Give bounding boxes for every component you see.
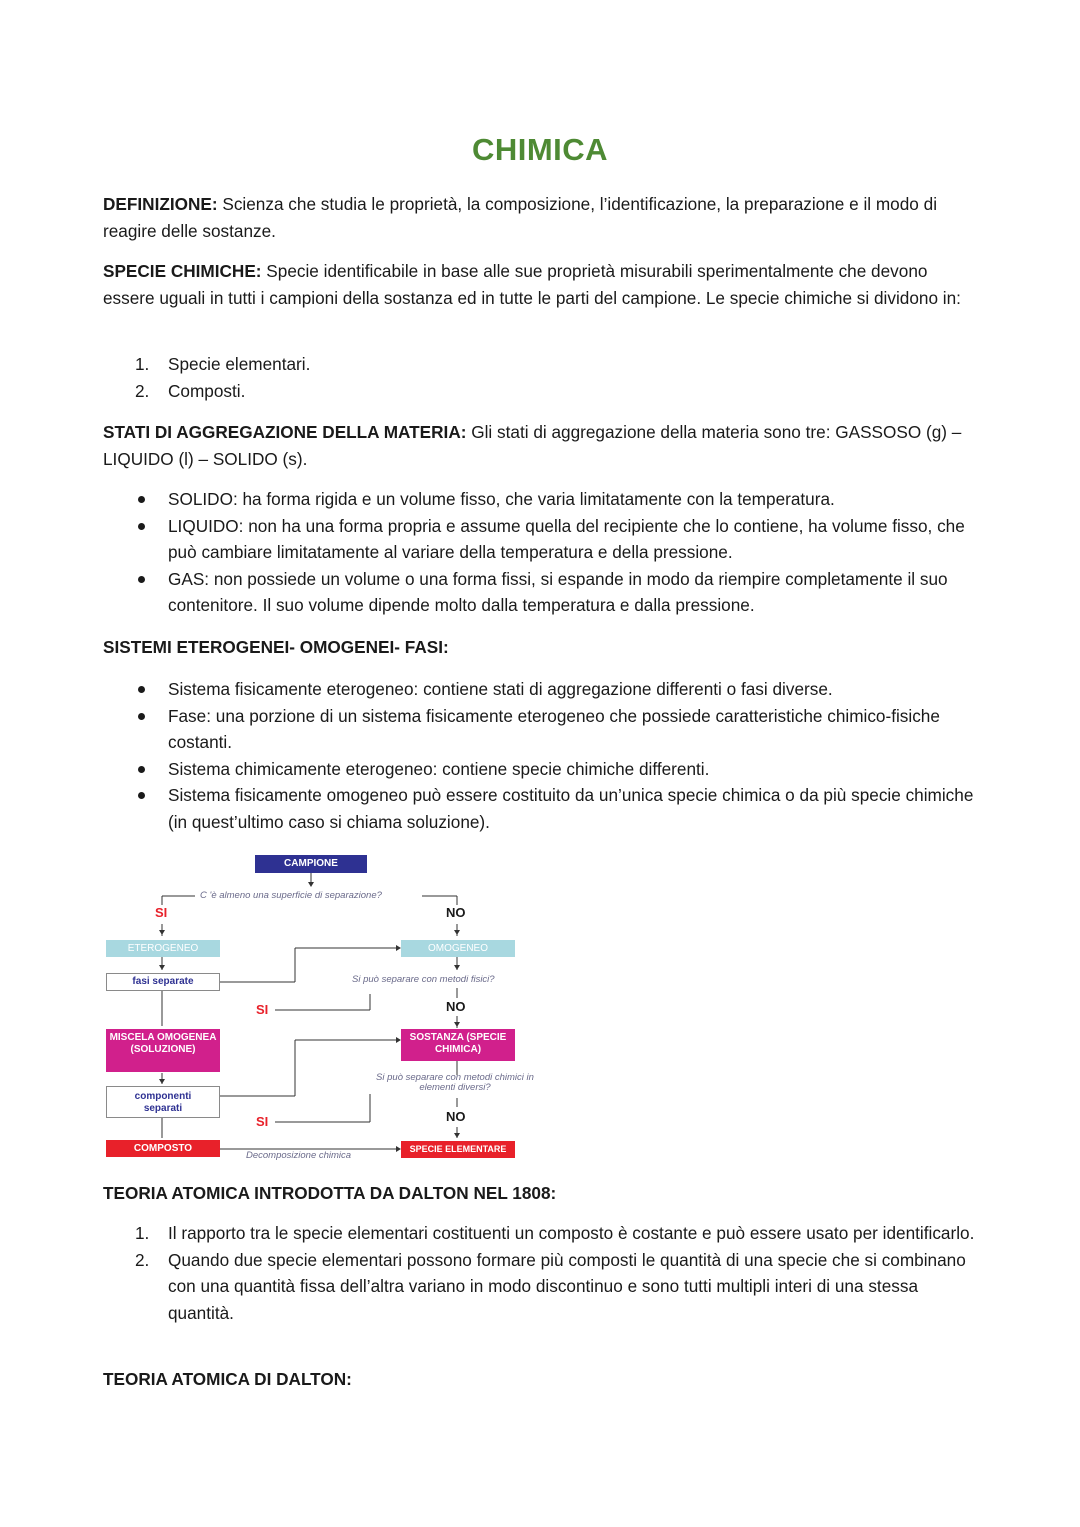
list-item xyxy=(103,1220,983,1247)
list-item-text: LIQUIDO: non ha una forma propria e assume quella del recipiente che lo contiene, ha volume fisso, che può cambiare limitatamente al variare della temperatura e della pressione. xyxy=(168,515,965,562)
sostanza-box: SOSTANZA (SPECIE CHIMICA) xyxy=(401,1029,515,1061)
composto-box: COMPOSTO xyxy=(106,1140,220,1157)
list-item-text: Sistema chimicamente eterogeneo: contiene specie chimiche differenti. xyxy=(168,758,710,779)
specie-text: Specie identificabile in base alle sue proprietà misurabili sperimentalmente che devono essere uguali in tutti i campioni della sostanza ed in tutte le parti del campione. Le specie chimiche si dividono in: xyxy=(103,261,961,308)
sistemi-label: SISTEMI ETEROGENEI- OMOGENEI- FASI: xyxy=(103,637,449,657)
list-item-text: Sistema fisicamente eterogeneo: contiene stati di aggregazione differenti o fasi diverse. xyxy=(168,679,833,699)
question-surface-label: C 'è almeno una superficie di separazione? xyxy=(200,890,382,901)
list-item-text: GAS: non possiede un volume o una forma fissi, si espande in modo da riempire completamente il suo contenitore. Il suo volume dipende molto dalla temperatura e dalla pressione. xyxy=(168,568,948,615)
campione-box: CAMPIONE xyxy=(255,855,367,873)
no-label: NO xyxy=(446,999,466,1014)
list-item-text: Fase: una porzione di un sistema fisicamente eterogeneo che possiede caratteristiche chimico-fisiche costanti. xyxy=(168,705,940,752)
dalton1808-list xyxy=(103,1220,983,1326)
dalton-label: TEORIA ATOMICA DI DALTON: xyxy=(103,1369,352,1389)
decomposizione-label: Decomposizione chimica xyxy=(246,1150,352,1161)
stati-label: STATI DI AGGREGAZIONE DELLA MATERIA: xyxy=(103,422,467,442)
no-label: NO xyxy=(446,905,466,920)
omogeneo-box: OMOGENEO xyxy=(401,940,515,957)
no-label: NO xyxy=(446,1109,466,1124)
specie-elementare-box: SPECIE ELEMENTARE xyxy=(401,1141,515,1158)
list-item-text: Il rapporto tra le specie elementari costituenti un composto è costante e può essere usato per identificarlo. xyxy=(168,1223,975,1243)
list-item-text: SOLIDO: ha forma rigida e un volume fisso, che varia limitatamente con la temperatura. xyxy=(168,489,835,509)
question-chemical-label: Si può separare con metodi chimici in elementi diversi? xyxy=(376,1072,534,1093)
si-label: SI xyxy=(155,905,168,920)
page-title: CHIMICA xyxy=(471,132,609,167)
list-item xyxy=(103,1247,983,1327)
specie-label: SPECIE CHIMICHE: xyxy=(103,261,262,281)
list-number: 1. xyxy=(135,354,150,374)
si-label: SI xyxy=(256,1114,269,1129)
definizione-label: DEFINIZIONE: xyxy=(103,194,218,214)
list-item-text: Composti. xyxy=(168,380,246,401)
list-number: 2. xyxy=(135,380,150,401)
componenti-box: componenti separati xyxy=(106,1086,220,1118)
list-item-text: Quando due specie elementari possono formare più composti le quantità di una specie che si combinano con una quantità fissa dell’altra variano in modo discontinuo e sono tutti multipli interi di una stessa quantità. xyxy=(168,1249,966,1323)
question-physical-label: Si può separare con metodi fisici? xyxy=(352,974,495,985)
list-number: 1. xyxy=(135,1223,150,1243)
si-label: SI xyxy=(256,1002,269,1017)
list-item-text: Sistema fisicamente omogeneo può essere costituito da un’unica specie chimica o da più specie chimiche (in quest’ultimo caso si chiama soluzione). xyxy=(168,785,974,832)
eterogeneo-box: ETEROGENEO xyxy=(106,940,220,957)
dalton1808-label: TEORIA ATOMICA INTRODOTTA DA DALTON NEL 1808: xyxy=(103,1183,557,1203)
dalton-heading xyxy=(103,1366,983,1393)
fasi-separate-box: fasi separate xyxy=(106,973,220,991)
list-item-text: Specie elementari. xyxy=(168,354,311,374)
dalton1808-heading xyxy=(103,1180,983,1207)
definizione-text: Scienza che studia le proprietà, la composizione, l’identificazione, la preparazione e il modo di reagire delle sostanze. xyxy=(103,194,938,241)
list-number: 2. xyxy=(135,1249,150,1270)
miscela-box: MISCELA OMOGENEA (SOLUZIONE) xyxy=(106,1029,220,1072)
stati-text: Gli stati di aggregazione della materia sono tre: GASSOSO (g) – LIQUIDO (l) – SOLIDO (s). xyxy=(103,422,962,469)
